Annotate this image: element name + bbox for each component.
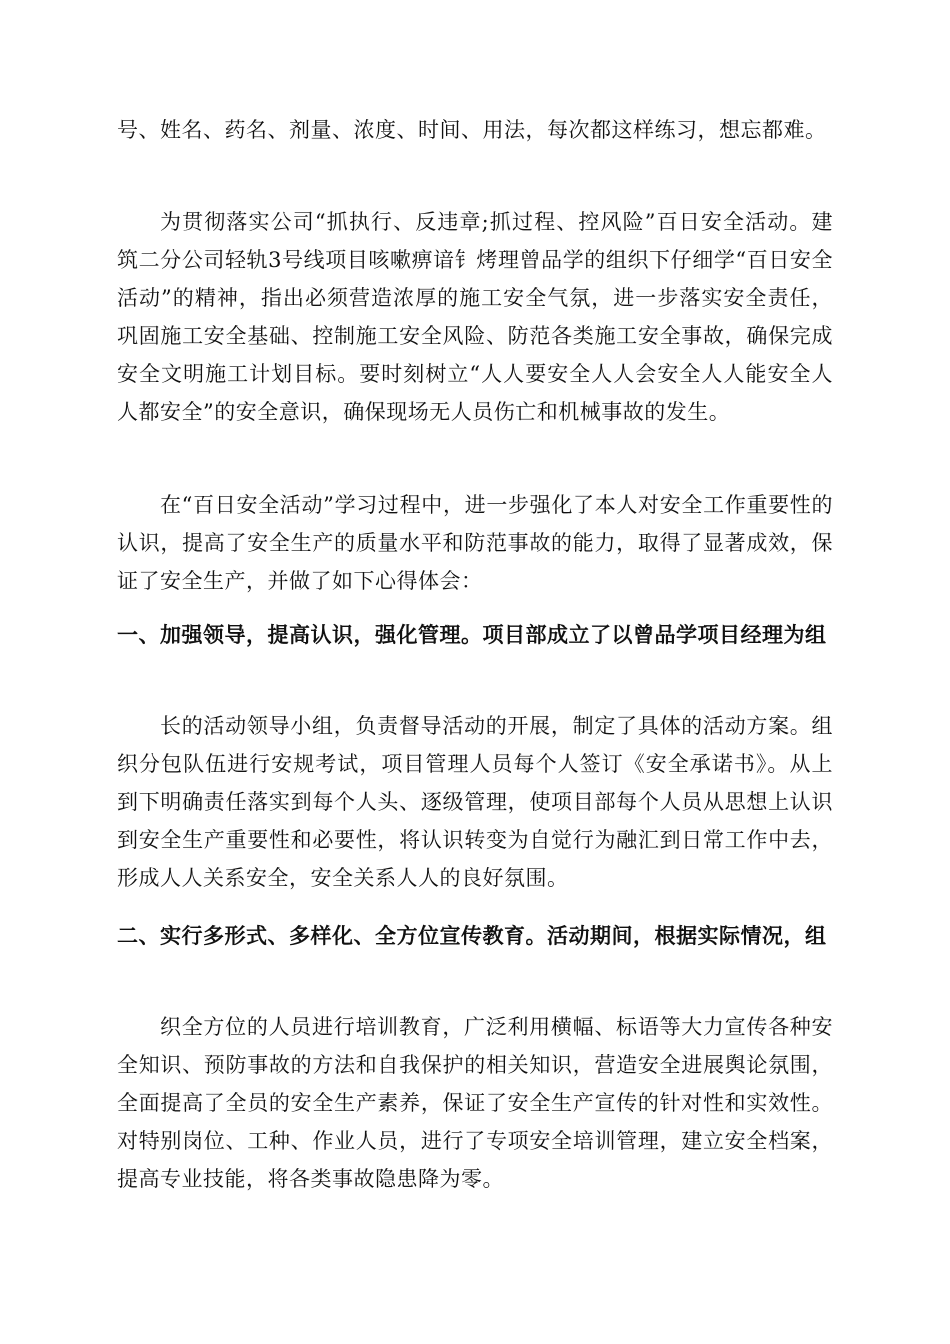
intro-continuation-paragraph: 号、姓名、药名、剂量、浓度、时间、用法，每次都这样练习，想忘都难。 [117,118,827,142]
section-2-heading: 二、实行多形式、多样化、全方位宣传教育。活动期间，根据实际情况，组 [117,923,827,948]
section-1-paragraph: 长的活动领导小组，负责督导活动的开展，制定了具体的活动方案。组织分包队伍进行安规考试，项目管理人员每个人签订《安全承诺书》。从上到下明确责任落实到每个人头、逐级管理，使项目部每个人员从思想上认识到安全生产重要性和必要性，将认识转变为自觉行为融汇到日常工作中去，形成人人关系安全，安全关系人人的良好氛围。 [117,714,833,890]
section-2-paragraph: 织全方位的人员进行培训教育，广泛利用横幅、标语等大力宣传各种安全知识、预防事故的方法和自我保护的相关知识，营造安全进展舆论氛围，全面提高了全员的安全生产素养，保证了安全生产宣传的针对性和实效性。对特别岗位、工种、作业人员，进行了专项安全培训管理，建立安全档案，提高专业技能，将各类事故隐患降为零。 [117,1015,833,1191]
activity-paragraph: 为贯彻落实公司“抓执行、反违章;抓过程、控风险”百日安全活动。建筑二分公司轻轨3号线项目咳嗽痹谙钅烤理曾品学的组织下仔细学“百日安全活动”的精神，指出必须营造浓厚的施工安全气氛，进一步落实安全责任，巩固施工安全基础、控制施工安全风险、防范各类施工安全事故，确保完成安全文明施工计划目标。要时刻树立“人人要安全人人会安全人人能安全人人都安全”的安全意识，确保现场无人员伤亡和机械事故的发生。 [117,210,833,424]
section-1-heading: 一、加强领导，提高认识，强化管理。项目部成立了以曾品学项目经理为组 [117,622,827,647]
learning-paragraph: 在“百日安全活动”学习过程中，进一步强化了本人对安全工作重要性的认识，提高了安全生产的质量水平和防范事故的能力，取得了显著成效，保证了安全生产，并做了如下心得体会： [117,493,833,593]
